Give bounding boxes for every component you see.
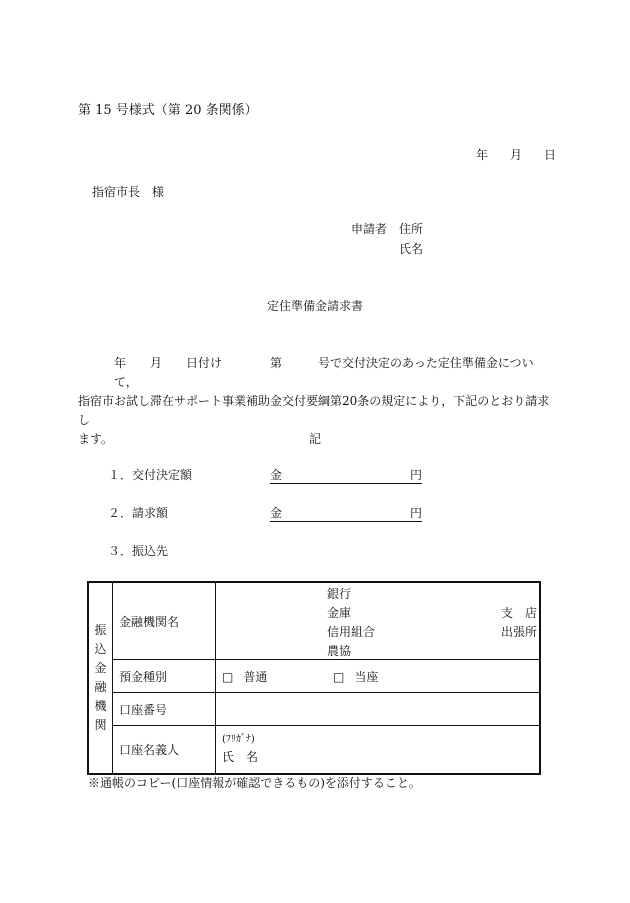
account-holder-field[interactable] bbox=[216, 726, 541, 774]
bank-vertical-label bbox=[88, 582, 113, 774]
vertical-char: 融 bbox=[94, 679, 107, 694]
institution-field[interactable] bbox=[216, 582, 541, 660]
type-bank: 銀行 bbox=[327, 587, 352, 601]
date-line bbox=[476, 149, 556, 161]
addressee: 指宿市長 様 bbox=[92, 185, 165, 199]
vertical-char: 振 bbox=[94, 622, 107, 637]
type-credit-union: 信用組合 bbox=[327, 625, 376, 639]
item-granted-amount-label: １．交付決定額 bbox=[108, 468, 193, 482]
account-number-label: 口座番号 bbox=[113, 693, 216, 726]
form-number: 第 15 号様式（第 20 条関係） bbox=[78, 103, 258, 118]
date-day: 日 bbox=[544, 148, 557, 162]
checkbox-icon: □ bbox=[333, 669, 345, 684]
body-line-2: 指宿市お試し滞在サポート事業補助金交付要綱第20条の規定により，下記のとおり請求し bbox=[78, 394, 550, 427]
institution-label: 金融機関名 bbox=[113, 582, 216, 660]
granted-amount-prefix: 金 bbox=[270, 468, 283, 482]
footnote: ※通帳のコピー(口座情報が確認できるもの)を添付すること。 bbox=[88, 776, 421, 790]
type-ja: 農協 bbox=[327, 644, 352, 658]
document-title: 定住準備金請求書 bbox=[266, 299, 363, 313]
vertical-char: 機 bbox=[94, 698, 107, 713]
checkbox-icon: □ bbox=[222, 669, 234, 684]
bank-table bbox=[87, 581, 541, 775]
request-amount-suffix: 円 bbox=[409, 506, 422, 520]
granted-amount-suffix: 円 bbox=[409, 468, 422, 482]
item-transfer-label: ３．振込先 bbox=[108, 544, 169, 558]
account-holder-label: 口座名義人 bbox=[113, 726, 216, 774]
sub-branch-type: 出張所 bbox=[501, 625, 538, 639]
request-amount-prefix: 金 bbox=[270, 506, 283, 520]
applicant-name: 氏名 bbox=[399, 242, 424, 256]
branch-type: 支 店 bbox=[501, 606, 538, 620]
holder-name-label: 氏 名 bbox=[222, 750, 259, 765]
vertical-char: 金 bbox=[94, 660, 107, 675]
deposit-type-field bbox=[216, 660, 541, 693]
account-number-field[interactable] bbox=[216, 693, 541, 726]
body-line-1: 年 月 日付け 第 号で交付決定のあった定住準備金について， bbox=[114, 356, 534, 389]
date-year: 年 bbox=[476, 148, 489, 162]
vertical-char: 込 bbox=[94, 641, 107, 656]
date-month: 月 bbox=[510, 148, 523, 162]
checkbox-current[interactable] bbox=[333, 670, 378, 684]
furigana-label: (ﾌﾘｶﾞﾅ) bbox=[222, 734, 255, 746]
deposit-option-current: 当座 bbox=[354, 669, 379, 684]
vertical-char: 関 bbox=[94, 717, 107, 732]
deposit-type-label: 預金種別 bbox=[113, 660, 216, 693]
body-line-3: ます。 bbox=[78, 432, 114, 446]
type-shinkin: 金庫 bbox=[327, 606, 352, 620]
ki-heading: 記 bbox=[308, 432, 321, 446]
checkbox-ordinary[interactable] bbox=[222, 670, 267, 684]
granted-amount-field[interactable] bbox=[270, 469, 422, 484]
request-amount-field[interactable] bbox=[270, 507, 422, 522]
deposit-option-ordinary: 普通 bbox=[243, 669, 268, 684]
applicant-address: 申請者 住所 bbox=[351, 222, 424, 236]
item-request-amount-label: ２．請求額 bbox=[108, 506, 169, 520]
